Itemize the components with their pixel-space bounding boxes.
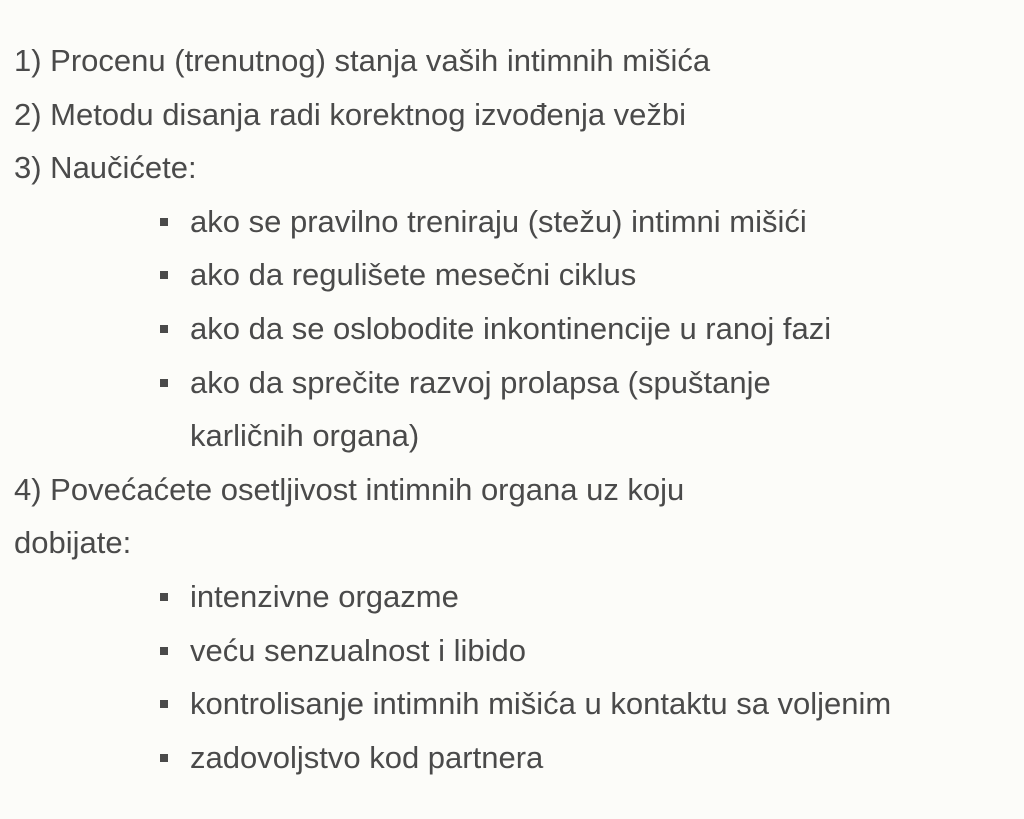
square-bullet-icon (160, 647, 168, 655)
square-bullet-icon (160, 700, 168, 708)
list-item-text: ako da sprečite razvoj prolapsa (spuštanje karličnih organa) (190, 364, 771, 454)
list-item (190, 195, 1004, 249)
item-1: 1) Procenu (trenutnog) stanja vaših intimnih mišića (14, 43, 711, 78)
list-item (190, 570, 1004, 624)
list-item-text: ako da se oslobodite inkontinencije u ranoj fazi (190, 310, 832, 346)
square-bullet-icon (160, 218, 168, 226)
item-3: 3) Naučićete: (14, 150, 197, 186)
list-item (190, 624, 1004, 678)
item-3-bullet-list (14, 195, 1004, 463)
square-bullet-icon (160, 593, 168, 601)
item-4: 4) Povećaćete osetljivost intimnih organa uz koju dobijate: (14, 471, 685, 561)
list-item-text: zadovoljstvo kod partnera (190, 739, 544, 775)
list-item (190, 731, 1004, 785)
square-bullet-icon (160, 379, 168, 387)
list-item (190, 356, 870, 463)
list-item-text: kontrolisanje intimnih mišića u kontaktu sa voljenim (190, 686, 892, 722)
list-item-text: veću senzualnost i libido (190, 632, 527, 668)
list-item (190, 677, 1004, 731)
square-bullet-icon (160, 271, 168, 279)
list-item-text: intenzivne orgazme (190, 578, 459, 614)
list-item (190, 248, 1004, 302)
item-2: 2) Metodu disanja radi korektnog izvođenja vežbi (14, 96, 687, 132)
list-item-text: ako se pravilno treniraju (stežu) intimni mišići (190, 203, 807, 239)
list-item-text: ako da regulišete mesečni ciklus (190, 257, 637, 293)
square-bullet-icon (160, 325, 168, 333)
document-body (14, 34, 1004, 784)
list-item (190, 302, 1004, 356)
square-bullet-icon (160, 754, 168, 762)
item-4-bullet-list (14, 570, 1004, 784)
